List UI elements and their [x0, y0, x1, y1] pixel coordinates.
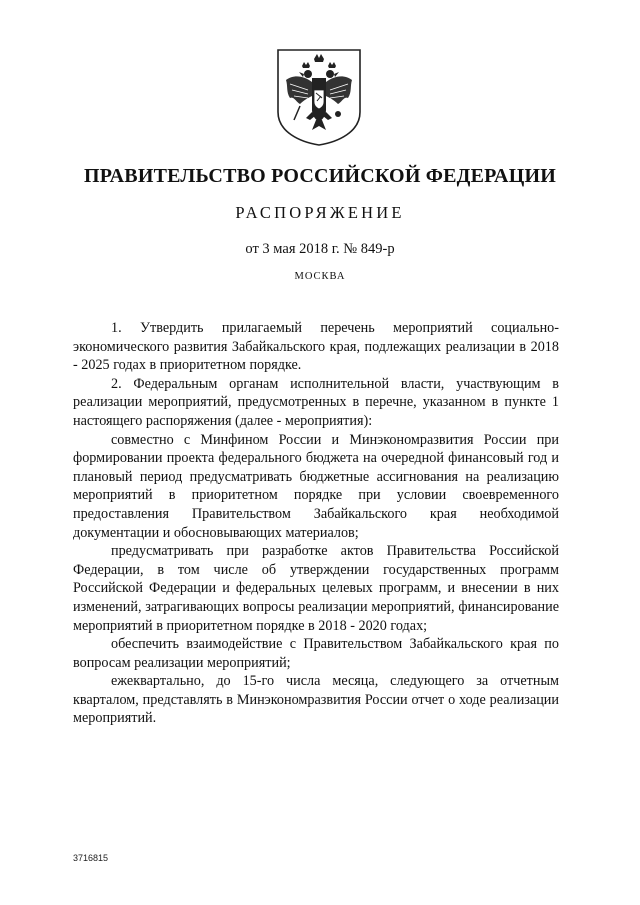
paragraph-2: 2. Федеральным органам исполнительной власти, участвующим в реализации мероприятий, предусмотренных в перечне, указанном в пункте 1 настоящего распоряжения (далее - мероприятия): — [73, 375, 559, 429]
russian-coat-of-arms-icon — [272, 46, 366, 146]
document-city: МОСКВА — [294, 271, 346, 282]
document-date-number: от 3 мая 2018 г. № 849-р — [245, 241, 395, 257]
paragraph-2-item-interaction: обеспечить взаимодействие с Правительством Забайкальского края по вопросам реализации мероприятий; — [73, 636, 559, 671]
paragraph-2-item-acts: предусматривать при разработке актов Правительства Российской Федерации, в том числе об утверждении государственных программ Российской Федерации и федеральных целевых программ, и внесении в них изменений, затрагивающих вопросы реализации мероприятий, финансирование мероприятий в приоритетном порядке в 2018 - 2020 годах; — [73, 543, 559, 634]
document-code: 3716815 — [73, 853, 109, 863]
document-type-title: РАСПОРЯЖЕНИЕ — [235, 203, 405, 222]
paragraph-1: 1. Утвердить прилагаемый перечень мероприятий социально-экономического развития Забайкальского края, подлежащих реализации в 2018 - 2025 годах в приоритетном порядке. — [73, 320, 559, 374]
paragraph-2-item-budget: совместно с Минфином России и Минэкономразвития России при формировании проекта федерального бюджета на очередной финансовый год и плановый период предусматривать бюджетные ассигнования на реализацию мероприятий в приоритетном порядке при условии своевременного предоставления Правительством Забайкальского края необходимой документации и обосновывающих материалов; — [73, 431, 559, 541]
paragraph-2-item-reporting: ежеквартально, до 15-го числа месяца, следующего за отчетным кварталом, представлять в Минэкономразвития России отчет о ходе реализации мероприятий. — [73, 673, 559, 727]
document-body — [73, 319, 559, 728]
government-title: ПРАВИТЕЛЬСТВО РОССИЙСКОЙ ФЕДЕРАЦИИ — [84, 165, 556, 187]
